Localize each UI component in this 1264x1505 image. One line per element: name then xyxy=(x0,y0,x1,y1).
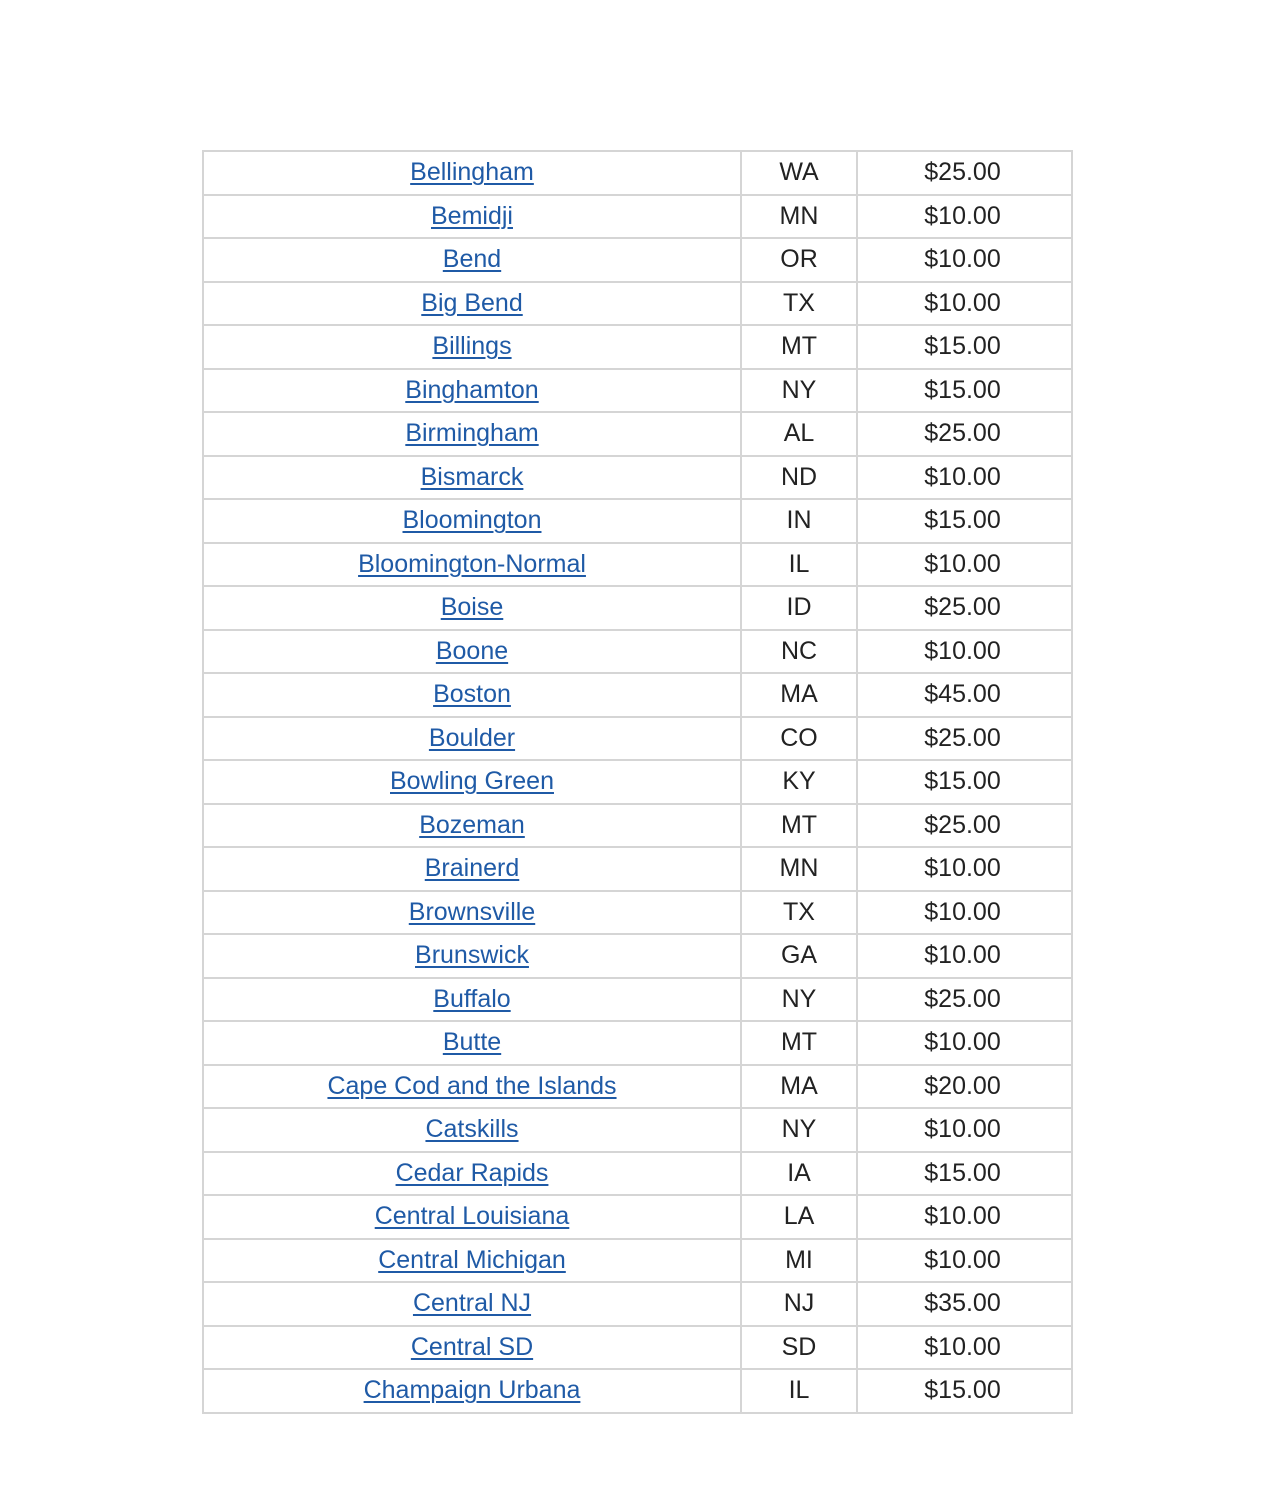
state-cell: NY xyxy=(741,978,857,1022)
table-row xyxy=(203,1021,1072,1065)
state-cell: NY xyxy=(741,1108,857,1152)
price-value: $25.00 xyxy=(924,419,1001,448)
price-value: $45.00 xyxy=(924,680,1001,709)
table-row xyxy=(203,630,1072,674)
city-cell xyxy=(203,586,741,630)
city-link[interactable]: Big Bend xyxy=(421,288,523,317)
price-value: $25.00 xyxy=(924,723,1001,752)
price-value: $25.00 xyxy=(924,810,1001,839)
price-value: $10.00 xyxy=(924,201,1001,230)
price-value: $15.00 xyxy=(924,375,1001,404)
city-cell xyxy=(203,1282,741,1326)
price-value: $10.00 xyxy=(924,1245,1001,1274)
city-link[interactable]: Bloomington-Normal xyxy=(358,549,586,578)
state-cell: MT xyxy=(741,1021,857,1065)
table-row xyxy=(203,456,1072,500)
city-cell xyxy=(203,1239,741,1283)
city-cell xyxy=(203,673,741,717)
state-cell: ID xyxy=(741,586,857,630)
price-value: $25.00 xyxy=(924,984,1001,1013)
table-row xyxy=(203,543,1072,587)
price-cell xyxy=(857,1065,1072,1109)
table-row xyxy=(203,586,1072,630)
price-cell xyxy=(857,1369,1072,1413)
table-row xyxy=(203,934,1072,978)
table-row xyxy=(203,499,1072,543)
city-link[interactable]: Central SD xyxy=(410,1332,534,1361)
city-cell xyxy=(203,1065,741,1109)
price-value: $10.00 xyxy=(924,462,1001,491)
price-value: $15.00 xyxy=(924,767,1001,796)
price-cell xyxy=(857,760,1072,804)
city-link[interactable]: Bloomington xyxy=(402,506,542,535)
city-cell xyxy=(203,195,741,239)
city-link[interactable]: Buffalo xyxy=(433,984,511,1013)
table-row xyxy=(203,847,1072,891)
city-cell xyxy=(203,1195,741,1239)
city-link[interactable]: Brownsville xyxy=(408,897,536,926)
state-cell: IN xyxy=(741,499,857,543)
price-value: $10.00 xyxy=(924,897,1001,926)
table-row xyxy=(203,1239,1072,1283)
city-link[interactable]: Boulder xyxy=(428,723,516,752)
city-cell xyxy=(203,804,741,848)
price-value: $35.00 xyxy=(924,1289,1001,1318)
city-cell xyxy=(203,456,741,500)
city-cell xyxy=(203,760,741,804)
price-cell xyxy=(857,717,1072,761)
price-cell xyxy=(857,325,1072,369)
city-pricing-table xyxy=(202,150,1073,1414)
price-cell xyxy=(857,978,1072,1022)
city-link[interactable]: Bowling Green xyxy=(390,767,554,796)
city-link[interactable]: Boone xyxy=(435,636,509,665)
price-cell xyxy=(857,1326,1072,1370)
price-value: $15.00 xyxy=(924,332,1001,361)
state-cell: TX xyxy=(741,282,857,326)
price-value: $10.00 xyxy=(924,245,1001,274)
city-cell xyxy=(203,891,741,935)
city-cell xyxy=(203,151,741,195)
state-cell: WA xyxy=(741,151,857,195)
city-link[interactable]: Cedar Rapids xyxy=(395,1158,549,1187)
state-cell: LA xyxy=(741,1195,857,1239)
state-cell: OR xyxy=(741,238,857,282)
city-cell xyxy=(203,847,741,891)
city-link[interactable]: Brainerd xyxy=(424,854,520,883)
state-cell: MN xyxy=(741,195,857,239)
city-link[interactable]: Boise xyxy=(440,593,504,622)
state-cell: ND xyxy=(741,456,857,500)
price-cell xyxy=(857,499,1072,543)
price-value: $15.00 xyxy=(924,1158,1001,1187)
price-value: $10.00 xyxy=(924,288,1001,317)
state-cell: MT xyxy=(741,325,857,369)
price-cell xyxy=(857,151,1072,195)
city-link[interactable]: Central NJ xyxy=(412,1289,532,1318)
price-value: $10.00 xyxy=(924,1202,1001,1231)
table-row xyxy=(203,1369,1072,1413)
state-cell: MA xyxy=(741,1065,857,1109)
state-cell: IL xyxy=(741,1369,857,1413)
city-link[interactable]: Central Michigan xyxy=(378,1245,566,1274)
state-cell: AL xyxy=(741,412,857,456)
price-cell xyxy=(857,1152,1072,1196)
table-body xyxy=(203,151,1072,1413)
price-cell xyxy=(857,934,1072,978)
price-value: $25.00 xyxy=(924,593,1001,622)
city-cell xyxy=(203,369,741,413)
city-cell xyxy=(203,499,741,543)
city-cell xyxy=(203,717,741,761)
price-cell xyxy=(857,282,1072,326)
city-cell xyxy=(203,325,741,369)
table-row xyxy=(203,717,1072,761)
state-cell: KY xyxy=(741,760,857,804)
table-row xyxy=(203,325,1072,369)
table-row xyxy=(203,760,1072,804)
city-link[interactable]: Butte xyxy=(442,1028,502,1057)
table-row xyxy=(203,891,1072,935)
city-cell xyxy=(203,978,741,1022)
city-link[interactable]: Boston xyxy=(433,680,511,709)
table-row xyxy=(203,151,1072,195)
city-link[interactable]: Bellingham xyxy=(410,158,534,187)
table-row xyxy=(203,1326,1072,1370)
price-value: $10.00 xyxy=(924,549,1001,578)
table-row xyxy=(203,369,1072,413)
city-link[interactable]: Bemidji xyxy=(431,201,513,230)
price-cell xyxy=(857,586,1072,630)
state-cell: MT xyxy=(741,804,857,848)
price-value: $10.00 xyxy=(924,854,1001,883)
price-value: $10.00 xyxy=(924,941,1001,970)
price-value: $10.00 xyxy=(924,1115,1001,1144)
city-cell xyxy=(203,1369,741,1413)
price-value: $15.00 xyxy=(924,506,1001,535)
table-row xyxy=(203,1195,1072,1239)
table-row xyxy=(203,1065,1072,1109)
table-row xyxy=(203,673,1072,717)
state-cell: CO xyxy=(741,717,857,761)
state-cell: NJ xyxy=(741,1282,857,1326)
city-link[interactable]: Bend xyxy=(442,245,502,274)
price-value: $20.00 xyxy=(924,1071,1001,1100)
price-cell xyxy=(857,1108,1072,1152)
city-cell xyxy=(203,1021,741,1065)
price-value: $10.00 xyxy=(924,1332,1001,1361)
price-cell xyxy=(857,195,1072,239)
state-cell: TX xyxy=(741,891,857,935)
table-row xyxy=(203,238,1072,282)
state-cell: MA xyxy=(741,673,857,717)
city-link[interactable]: Catskills xyxy=(425,1115,519,1144)
city-link[interactable]: Bozeman xyxy=(419,810,525,839)
city-cell xyxy=(203,630,741,674)
city-cell xyxy=(203,238,741,282)
city-cell xyxy=(203,543,741,587)
city-cell xyxy=(203,934,741,978)
state-cell: GA xyxy=(741,934,857,978)
price-cell xyxy=(857,1282,1072,1326)
city-link[interactable]: Billings xyxy=(432,332,512,361)
city-cell xyxy=(203,412,741,456)
state-cell: NY xyxy=(741,369,857,413)
table-row xyxy=(203,1108,1072,1152)
table-row xyxy=(203,978,1072,1022)
city-cell xyxy=(203,1152,741,1196)
city-link[interactable]: Bismarck xyxy=(420,462,524,491)
price-cell xyxy=(857,238,1072,282)
city-cell xyxy=(203,1326,741,1370)
price-value: $15.00 xyxy=(924,1376,1001,1405)
price-cell xyxy=(857,804,1072,848)
city-link[interactable]: Cape Cod and the Islands xyxy=(327,1071,617,1100)
price-value: $10.00 xyxy=(924,636,1001,665)
city-link[interactable]: Champaign Urbana xyxy=(363,1376,581,1405)
price-cell xyxy=(857,1195,1072,1239)
price-cell xyxy=(857,456,1072,500)
city-link[interactable]: Birmingham xyxy=(405,419,539,448)
price-value: $25.00 xyxy=(924,158,1001,187)
price-cell xyxy=(857,630,1072,674)
table-row xyxy=(203,1152,1072,1196)
table-row xyxy=(203,1282,1072,1326)
table-row xyxy=(203,195,1072,239)
state-cell: NC xyxy=(741,630,857,674)
city-cell xyxy=(203,1108,741,1152)
state-cell: IA xyxy=(741,1152,857,1196)
state-cell: SD xyxy=(741,1326,857,1370)
price-cell xyxy=(857,1239,1072,1283)
city-link[interactable]: Binghamton xyxy=(405,375,539,404)
price-cell xyxy=(857,891,1072,935)
price-cell xyxy=(857,673,1072,717)
price-cell xyxy=(857,847,1072,891)
state-cell: MI xyxy=(741,1239,857,1283)
price-cell xyxy=(857,543,1072,587)
state-cell: IL xyxy=(741,543,857,587)
price-cell xyxy=(857,412,1072,456)
city-link[interactable]: Brunswick xyxy=(415,941,529,970)
price-cell xyxy=(857,369,1072,413)
table-row xyxy=(203,412,1072,456)
table-row xyxy=(203,282,1072,326)
table-row xyxy=(203,804,1072,848)
city-link[interactable]: Central Louisiana xyxy=(374,1202,570,1231)
state-cell: MN xyxy=(741,847,857,891)
price-cell xyxy=(857,1021,1072,1065)
price-value: $10.00 xyxy=(924,1028,1001,1057)
city-cell xyxy=(203,282,741,326)
